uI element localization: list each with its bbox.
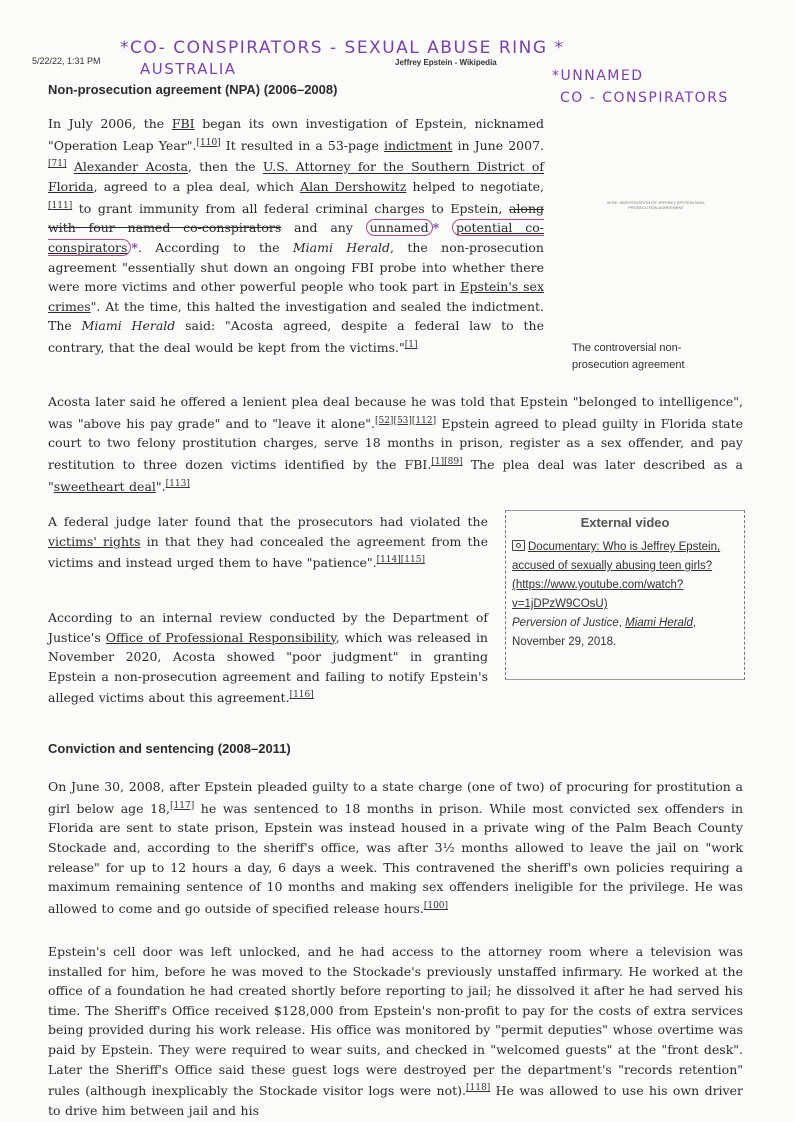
circled-word-unnamed: unnamed xyxy=(366,219,433,236)
link-us-attorney[interactable]: U.S. Attorney for the Southern District of Florida xyxy=(48,159,544,195)
link-documentary-video[interactable]: Documentary: Who is Jeffrey Epstein, accused of sexually abusing teen girls? (https://www.youtube.com/watch?v=1jDPzW9COsU) xyxy=(512,541,721,610)
citation-link[interactable]: [1] xyxy=(404,340,418,350)
citation-link[interactable]: [71] xyxy=(48,159,67,170)
citation-link[interactable]: [100] xyxy=(423,900,449,911)
citation-link[interactable]: [113] xyxy=(165,478,190,489)
citation-link[interactable]: [110] xyxy=(196,137,221,148)
handwritten-note-australia: AUSTRALIA xyxy=(140,60,237,78)
link-epstein-sex-crimes[interactable]: Epstein's sex crimes xyxy=(48,279,545,314)
link-opr[interactable]: Office of Professional Responsibility xyxy=(105,629,336,645)
section-heading-conviction: Conviction and sentencing (2008–2011) xyxy=(48,741,291,756)
citation-link[interactable]: [114][115] xyxy=(376,555,425,566)
npa-paragraph-4: According to an internal review conducted by the Department of Justice's Office of Professional Responsibility, which was released in November 2020, Acosta showed "poor judgment" in granting Epstein a non-prosecution agreement and failing to notify Epstein's alleged victims about this agreement.[116] xyxy=(48,610,488,706)
link-victims-rights[interactable]: victims' rights xyxy=(48,533,141,549)
conviction-paragraph-1: On June 30, 2008, after Epstein pleaded guilty to a state charge (one of two) of procuring for prostitution a girl below age 18,[117] he was sentenced to 18 months in prison. While most convicted sex offenders in Florida are sent to state prison, Epstein was instead housed in a private wing of the Palm Beach County Stockade and, according to the sheriff's office, was after 3½ months allowed to leave the jail on "work release" for up to 12 hours a day, 6 days a week. This contravened the sheriff's own policies requiring a maximum remaining sentence of 10 months and making sex offenders ineligible for the privilege. He was allowed to come and go outside of specified release hours.[100] xyxy=(48,779,743,916)
citation-link[interactable]: [117] xyxy=(170,800,195,811)
section-heading-npa: Non-prosecution agreement (NPA) (2006–2008) xyxy=(48,82,338,97)
handwritten-note-co-conspirators: *CO- CONSPIRATORS - SEXUAL ABUSE RING * xyxy=(120,38,565,58)
link-alan-dershowitz[interactable]: Alan Dershowitz xyxy=(300,179,407,195)
handwritten-note-unnamed: *UNNAMED xyxy=(552,68,644,84)
handwritten-note-co-conspirators-2: CO - CONSPIRATORS xyxy=(560,90,729,106)
link-alexander-acosta[interactable]: Alexander Acosta xyxy=(73,159,188,175)
miami-herald-text: Miami Herald xyxy=(292,240,391,256)
link-sweetheart-deal[interactable]: sweetheart deal xyxy=(53,478,156,494)
npa-document-thumbnail[interactable]: IN RE: INVESTIGATION OF JEFFREY EPSTEIN NON-PROSECUTION AGREEMENT xyxy=(606,200,706,210)
link-indictment[interactable]: indictment xyxy=(383,137,453,153)
external-video-box: External video Documentary: Who is Jeffrey Epstein, accused of sexually abusing teen girls? (https://www.youtube.com/watch?v=1jDPzW9COsU) Perversion of Justice, Miami Herald, November 29, 2018. xyxy=(505,510,745,680)
link-potential-co-conspirators[interactable]: potential co-conspirators xyxy=(48,220,544,256)
npa-paragraph-3: A federal judge later found that the prosecutors had violated the victims' rights in that they had concealed the agreement from the victims and instead urged them to have "patience".[114][115] xyxy=(48,514,488,571)
link-fbi[interactable]: FBI xyxy=(171,116,195,131)
print-source-title: Jeffrey Epstein - Wikipedia xyxy=(395,58,497,67)
citation-link[interactable]: [52][53][112] xyxy=(374,415,437,426)
npa-paragraph-1: In July 2006, the FBI began its own investigation of Epstein, nicknamed "Operation Leap Year".[110] It resulted in a 53-page indictment in June 2007.[71] Alexander Acosta, then the U.S. Attorney for the Southern District of Florida, agreed to a plea deal, which Alan Dershowitz helped to negotiate,[111] to grant immunity from all federal criminal charges to Epstein, along with four named co-conspirators and any unnamed * potential co-conspirators *. According to the Miami Herald, the non-prosecution agreement "essentially shut down an ongoing FBI probe into whether there were more victims and other powerful people who took part in Epstein's sex crimes". At the time, this halted the investigation and sealed the indictment. The Miami Herald said: "Acosta agreed, despite a federal law to the contrary, that the deal would be kept from the victims."[1] xyxy=(48,116,545,356)
conviction-paragraph-2: Epstein's cell door was left unlocked, and he had access to the attorney room where a television was installed for him, before he was moved to the Stockade's previously unstaffed infirmary. He worked at the office of a foundation he had created shortly before reporting to jail; he dissolved it after he had served his time. The Sheriff's Office received $128,000 from Epstein's non-profit to pay for the costs of extra services being provided during his work release. His office was monitored by "permit deputies" whose overtime was paid by Epstein. They were required to wear suits, and checked in "welcomed guests" at the "front desk". Later the Sheriff's Office said these guest logs were destroyed per the department's "records retention" rules (although inexplicably the Stockade visitor logs were not).[118] He was allowed to use his own driver to drive him between jail and his xyxy=(48,944,743,1118)
external-video-title: External video xyxy=(580,515,670,530)
citation-link[interactable]: [1][89] xyxy=(431,456,463,467)
citation-link[interactable]: [111] xyxy=(48,200,73,211)
npa-paragraph-2: Acosta later said he offered a lenient plea deal because he was told that Epstein "belonged to intelligence", was "above his pay grade" and to "leave it alone".[52][53][112] Epstein agreed to plead guilty in Florida state court to two felony prostitution charges, serve 18 months in prison, register as a sex offender, and pay restitution to three dozen victims identified by the FBI.[1][89] The plea deal was later described as a "sweetheart deal".[113] xyxy=(48,394,743,494)
citation-link[interactable]: [118] xyxy=(466,1083,491,1094)
link-miami-herald[interactable]: Miami Herald xyxy=(625,617,693,629)
video-camera-icon xyxy=(512,540,525,551)
image-caption: The controversial non-prosecution agreement xyxy=(572,342,685,371)
print-date: 5/22/22, 1:31 PM xyxy=(32,56,101,66)
work-title: Perversion of Justice xyxy=(512,617,619,629)
citation-link[interactable]: [116] xyxy=(289,690,314,701)
struck-text: along with four named co-conspirators xyxy=(48,200,544,236)
